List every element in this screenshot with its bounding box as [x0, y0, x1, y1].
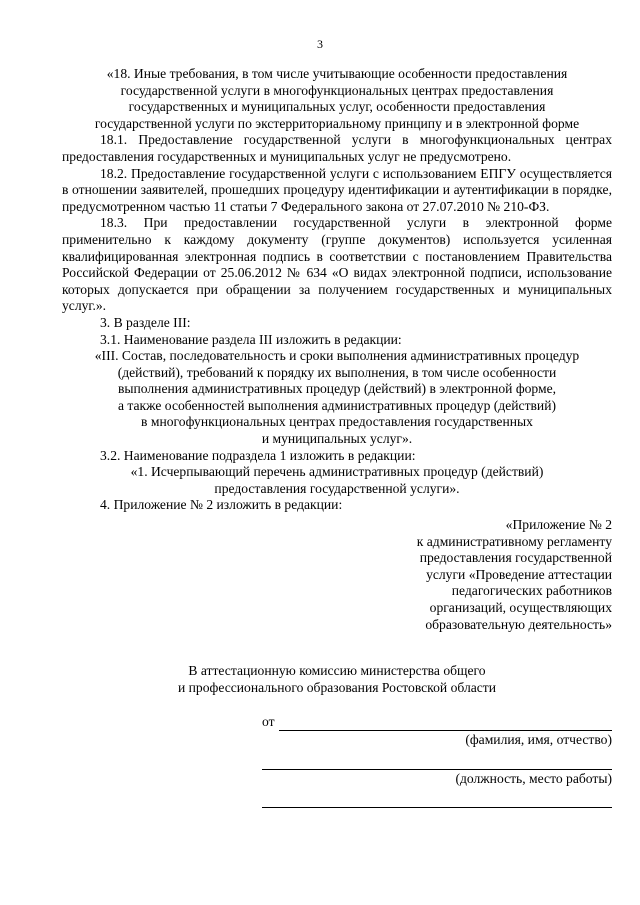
appendix-line: предоставления государственной [419, 550, 612, 566]
section-18-heading [62, 66, 612, 132]
addressee [62, 663, 612, 696]
fio-blank-line [279, 716, 612, 731]
appendix-line: педагогических работников [451, 583, 612, 599]
heading-line: «18. Иные требования, в том числе учитывающие особенности предоставления [106, 66, 568, 81]
appendix-line: организаций, осуществляющих [429, 600, 612, 615]
appendix-caption [342, 517, 612, 633]
heading-line: государственных и муниципальных услуг, особенности предоставления [128, 99, 546, 115]
from-label: от [262, 714, 275, 730]
appendix-line: услуги «Проведение аттестации [426, 566, 612, 582]
page-number: 3 [317, 37, 323, 51]
heading-line: «III. Состав, последовательность и сроки выполнения административных процедур [94, 348, 580, 364]
addressee-line: В аттестационную комиссию министерства общего [188, 663, 486, 679]
fio-caption: (фамилия, имя, отчество) [465, 731, 612, 747]
appendix-line: образовательную деятельность» [425, 616, 612, 632]
position-blank-line [262, 755, 612, 770]
from-row [262, 714, 612, 731]
item-3-1: 3.1. Наименование раздела III изложить в редакции: [100, 331, 402, 347]
position-caption: (должность, место работы) [455, 770, 612, 786]
paragraph-18-1: 18.1. Предоставление государственной услуги в многофункциональных центрах предоставления государственных и муниципальных услуг не предусмотрено. [62, 132, 612, 164]
heading-line: а также особенностей выполнения административных процедур (действий) [117, 397, 557, 413]
item-4: 4. Приложение № 2 изложить в редакции: [100, 497, 343, 513]
heading-line: выполнения административных процедур (действий) в электронной форме, [117, 381, 557, 397]
item-3: 3. В разделе III: [100, 314, 191, 330]
heading-line: государственной услуги по экстерриториальному принципу и в электронной форме [94, 115, 580, 131]
applicant-form [262, 714, 612, 808]
extra-blank-line [262, 793, 612, 808]
document-body [62, 66, 612, 808]
section-3-heading [62, 348, 612, 448]
item-3-2: 3.2. Наименование подраздела 1 изложить в редакции: [100, 447, 416, 463]
heading-line: и муниципальных услуг». [261, 431, 413, 447]
paragraph-18-3: 18.3. При предоставлении государственной услуги в электронной форме применительно к каждому документу (группе документов) используется усиленная квалифицированная электронная подпись в соответствии с постановлением Правительства Российской Федерации от 25.06.2012 № 634 «О видах электронной подписи, использование которых допускается при обращении за получением государственных и муниципальных услуг.». [62, 215, 612, 314]
heading-line: предоставления государственной услуги». [214, 480, 460, 496]
heading-line: в многофункциональных центрах предоставления государственных [141, 414, 533, 430]
appendix-line: к административному регламенту [416, 533, 612, 549]
heading-line: «1. Исчерпывающий перечень административных процедур (действий) [130, 464, 544, 480]
heading-line: (действий), требований к порядку их выполнения, в том числе особенности [117, 364, 557, 380]
heading-line: государственной услуги в многофункциональных центрах предоставления [120, 82, 554, 98]
addressee-line: и профессионального образования Ростовской области [177, 679, 497, 695]
paragraph-18-2: 18.2. Предоставление государственной услуги с использованием ЕПГУ осуществляется в отношении заявителей, прошедших процедуру идентификации и аутентификации в порядке, предусмотренном частью 11 статьи 7 Федерального закона от 27.07.2010 № 210-ФЗ. [62, 165, 612, 214]
appendix-line: «Приложение № 2 [505, 517, 612, 533]
subsection-1-heading [62, 464, 612, 497]
